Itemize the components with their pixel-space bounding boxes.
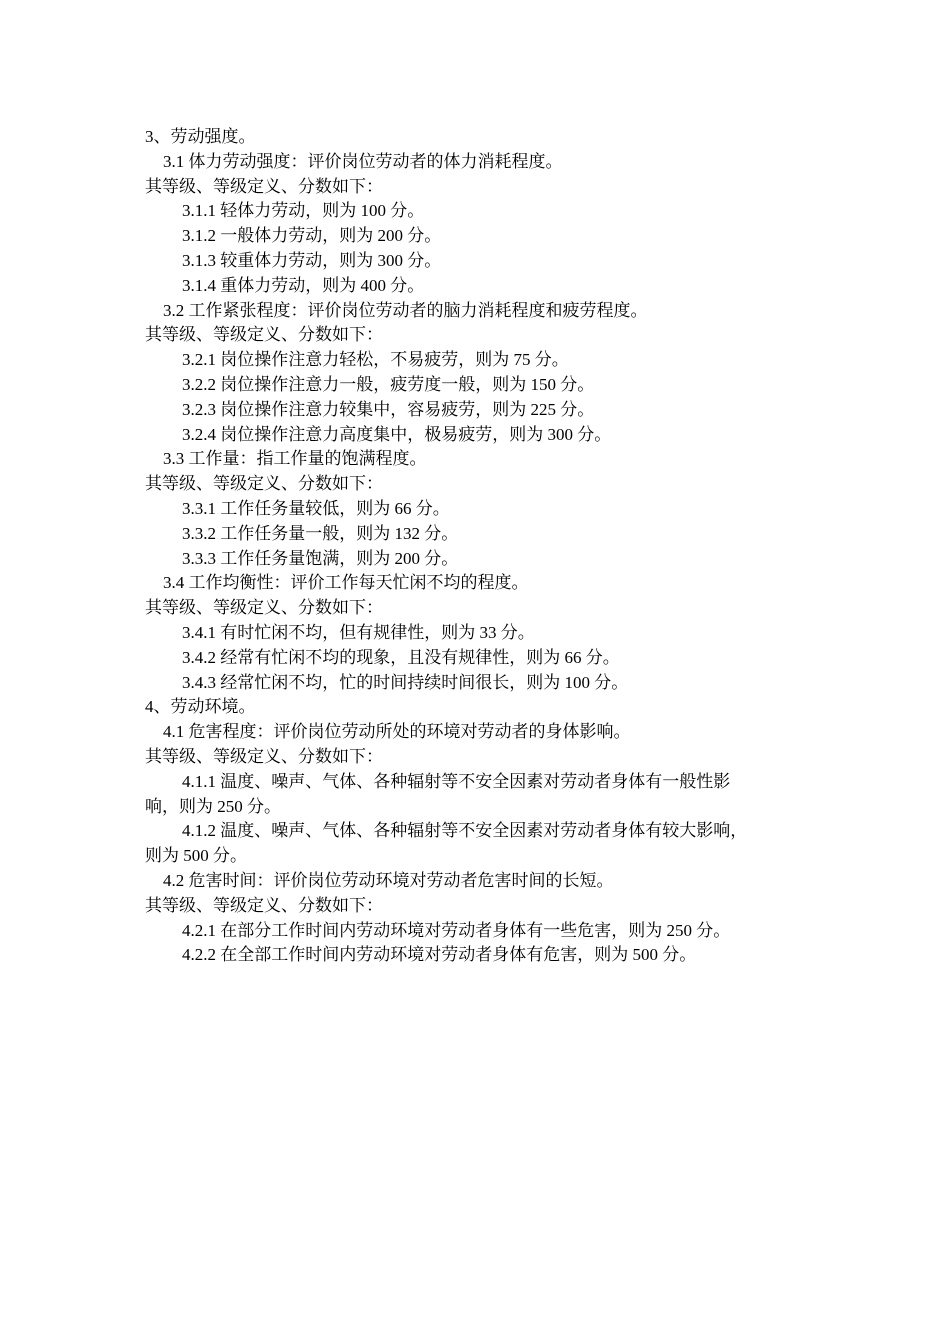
item-line: 3.3.1 工作任务量较低，则为 66 分。	[182, 498, 450, 518]
heading-line: 4、劳动环境。	[145, 697, 256, 717]
section-line: 4.2 危害时间：评价岗位劳动环境对劳动者危害时间的长短。	[163, 870, 614, 890]
heading-line: 3、劳动强度。	[145, 127, 256, 146]
item-line: 3.2.1 岗位操作注意力轻松，不易疲劳，则为 75 分。	[182, 350, 569, 370]
item-line: 3.4.3 经常忙闲不均，忙的时间持续时间很长，则为 100 分。	[182, 672, 629, 692]
heading-line: 其等级、等级定义、分数如下：	[145, 895, 383, 915]
item-line: 3.1.1 轻体力劳动，则为 100 分。	[182, 201, 425, 221]
item-line: 3.1.3 较重体力劳动，则为 300 分。	[182, 250, 442, 270]
section-line: 3.3 工作量：指工作量的饱满程度。	[163, 449, 427, 469]
document-body-tail	[145, 869, 825, 968]
document-page	[145, 125, 825, 968]
paragraph-line: 则为 500 分。	[145, 846, 247, 866]
heading-line: 其等级、等级定义、分数如下：	[145, 746, 383, 766]
document-body	[145, 125, 825, 770]
heading-line: 其等级、等级定义、分数如下：	[145, 176, 383, 196]
heading-line: 其等级、等级定义、分数如下：	[145, 474, 383, 494]
item-line: 3.2.3 岗位操作注意力较集中，容易疲劳，则为 225 分。	[182, 399, 595, 419]
section-line: 3.1 体力劳动强度：评价岗位劳动者的体力消耗程度。	[163, 151, 563, 171]
paragraph-4-1-2	[145, 819, 825, 869]
heading-line: 其等级、等级定义、分数如下：	[145, 325, 383, 345]
item-line: 4.2.2 在全部工作时间内劳动环境对劳动者身体有危害，则为 500 分。	[182, 945, 697, 965]
section-line: 4.1 危害程度：评价岗位劳动所处的环境对劳动者的身体影响。	[163, 722, 631, 742]
heading-line: 其等级、等级定义、分数如下：	[145, 598, 383, 618]
item-line: 3.4.2 经常有忙闲不均的现象，且没有规律性，则为 66 分。	[182, 647, 620, 667]
item-line: 3.3.3 工作任务量饱满，则为 200 分。	[182, 548, 459, 568]
item-line: 3.4.1 有时忙闲不均，但有规律性，则为 33 分。	[182, 622, 535, 642]
paragraph-4-1-1	[145, 770, 825, 820]
item-line: 3.3.2 工作任务量一般，则为 132 分。	[182, 523, 459, 543]
section-line: 3.2 工作紧张程度：评价岗位劳动者的脑力消耗程度和疲劳程度。	[163, 300, 648, 320]
paragraph-line: 4.1.1 温度、噪声、气体、各种辐射等不安全因素对劳动者身体有一般性影	[182, 771, 731, 791]
item-line: 3.1.4 重体力劳动，则为 400 分。	[182, 275, 425, 295]
item-line: 4.2.1 在部分工作时间内劳动环境对劳动者身体有一些危害，则为 250 分。	[182, 920, 731, 940]
paragraph-line: 响，则为 250 分。	[145, 796, 281, 816]
item-line: 3.2.2 岗位操作注意力一般，疲劳度一般，则为 150 分。	[182, 374, 595, 394]
section-line: 3.4 工作均衡性：评价工作每天忙闲不均的程度。	[163, 573, 529, 593]
item-line: 3.2.4 岗位操作注意力高度集中，极易疲劳，则为 300 分。	[182, 424, 612, 444]
item-line: 3.1.2 一般体力劳动，则为 200 分。	[182, 226, 442, 246]
paragraph-line: 4.1.2 温度、噪声、气体、各种辐射等不安全因素对劳动者身体有较大影响，	[182, 821, 748, 841]
